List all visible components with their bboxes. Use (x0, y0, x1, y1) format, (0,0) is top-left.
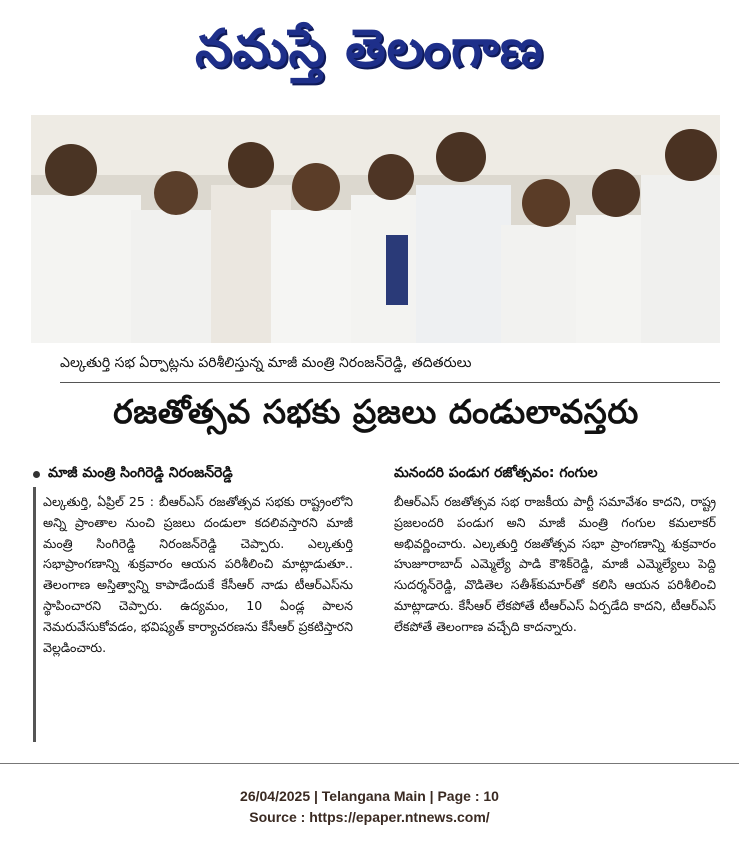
subheading: మనందరి పండుగ రజోత్సవం: గంగుల (394, 464, 598, 481)
byline (31, 462, 353, 486)
headline: రజతోత్సవ సభకు ప్రజలు దండులావస్తరు (113, 392, 639, 431)
caption-divider (60, 382, 720, 383)
byline-text: మాజీ మంత్రి సింగిరెడ్డి నిరంజన్‌రెడ్డి (48, 464, 233, 481)
right-column (394, 462, 716, 638)
right-body-paragraph: బీఆర్‌ఎస్ రజతోత్సవ సభ రాజకీయ పార్టీ సమావేశం కాదని, రాష్ట్ర ప్రజలందరి పండుగ అని మాజీ మంత్రి గంగుల కమలాకర్ అభివర్ణించారు. ఎల్కతుర్తి రజతోత్సవ సభా ప్రాంగణాన్ని శుక్రవారం హుజూరాబాద్ ఎమ్మెల్యే పాడి కౌశిక్‌రెడ్డి, మాజీ ఎమ్మెల్యేలు పెద్ది సుదర్శన్‌రెడ్డి, వొడితెల సతీశ్‌కుమార్‌తో కలిసి ఆయన పరిశీలించి మాట్లాడారు. కేసీఆర్ లేకపోతే టీఆర్‌ఎస్ ఏర్పడేది కాదని, టీఆర్‌ఎస్ లేకపోతే తెలంగాణ వచ్చేది కాదన్నారు. (394, 494, 716, 634)
bullet-icon (33, 471, 40, 478)
left-body-paragraph: ఎల్కతుర్తి, ఏప్రిల్ 25 : బీఆర్‌ఎస్ రజతోత్సవ సభకు రాష్ట్రంలోని అన్ని ప్రాంతాల నుంచి ప్రజలు దండులా కదలివస్తారని మాజీ మంత్రి సింగిరెడ్డి నిరంజన్‌రెడ్డి చెప్పారు. ఎల్కతుర్తి సభాప్రాంగణాన్ని శుక్రవారం ఆయన పరిశీలించి మాట్లాడుతూ.. తెలంగాణ అస్తిత్వాన్ని కాపాడేందుకే కేసీఆర్ నాడు టీఆర్‌ఎస్‌ను స్థాపించారని చెప్పారు. ఉద్యమం, 10 ఏండ్ల పాలన నెమరువేసుకోవడం, భవిష్యత్ కార్యాచరణను కేసీఆర్ ప్రకటిస్తారని వెల్లడించారు. (43, 494, 354, 655)
footer-source: Source : https://epaper.ntnews.com/ (249, 809, 490, 825)
newspaper-logo: నమస్తే తెలంగాణ (195, 18, 544, 79)
masthead (0, 0, 739, 110)
left-body (31, 492, 353, 658)
right-body (394, 492, 716, 638)
column-accent-bar (33, 487, 36, 742)
left-column (31, 462, 353, 658)
photo-caption: ఎల్కతుర్తి సభ ఏర్పాట్లను పరిశీలిస్తున్న మాజీ మంత్రి నిరంజన్‌రెడ్డి, తదితరులు (60, 355, 472, 371)
footer-date-edition: 26/04/2025 | Telangana Main | Page : 10 (240, 788, 499, 804)
footer (0, 786, 739, 828)
footer-divider (0, 763, 739, 764)
news-photo (31, 115, 720, 343)
group-photo-illustration (31, 115, 720, 343)
